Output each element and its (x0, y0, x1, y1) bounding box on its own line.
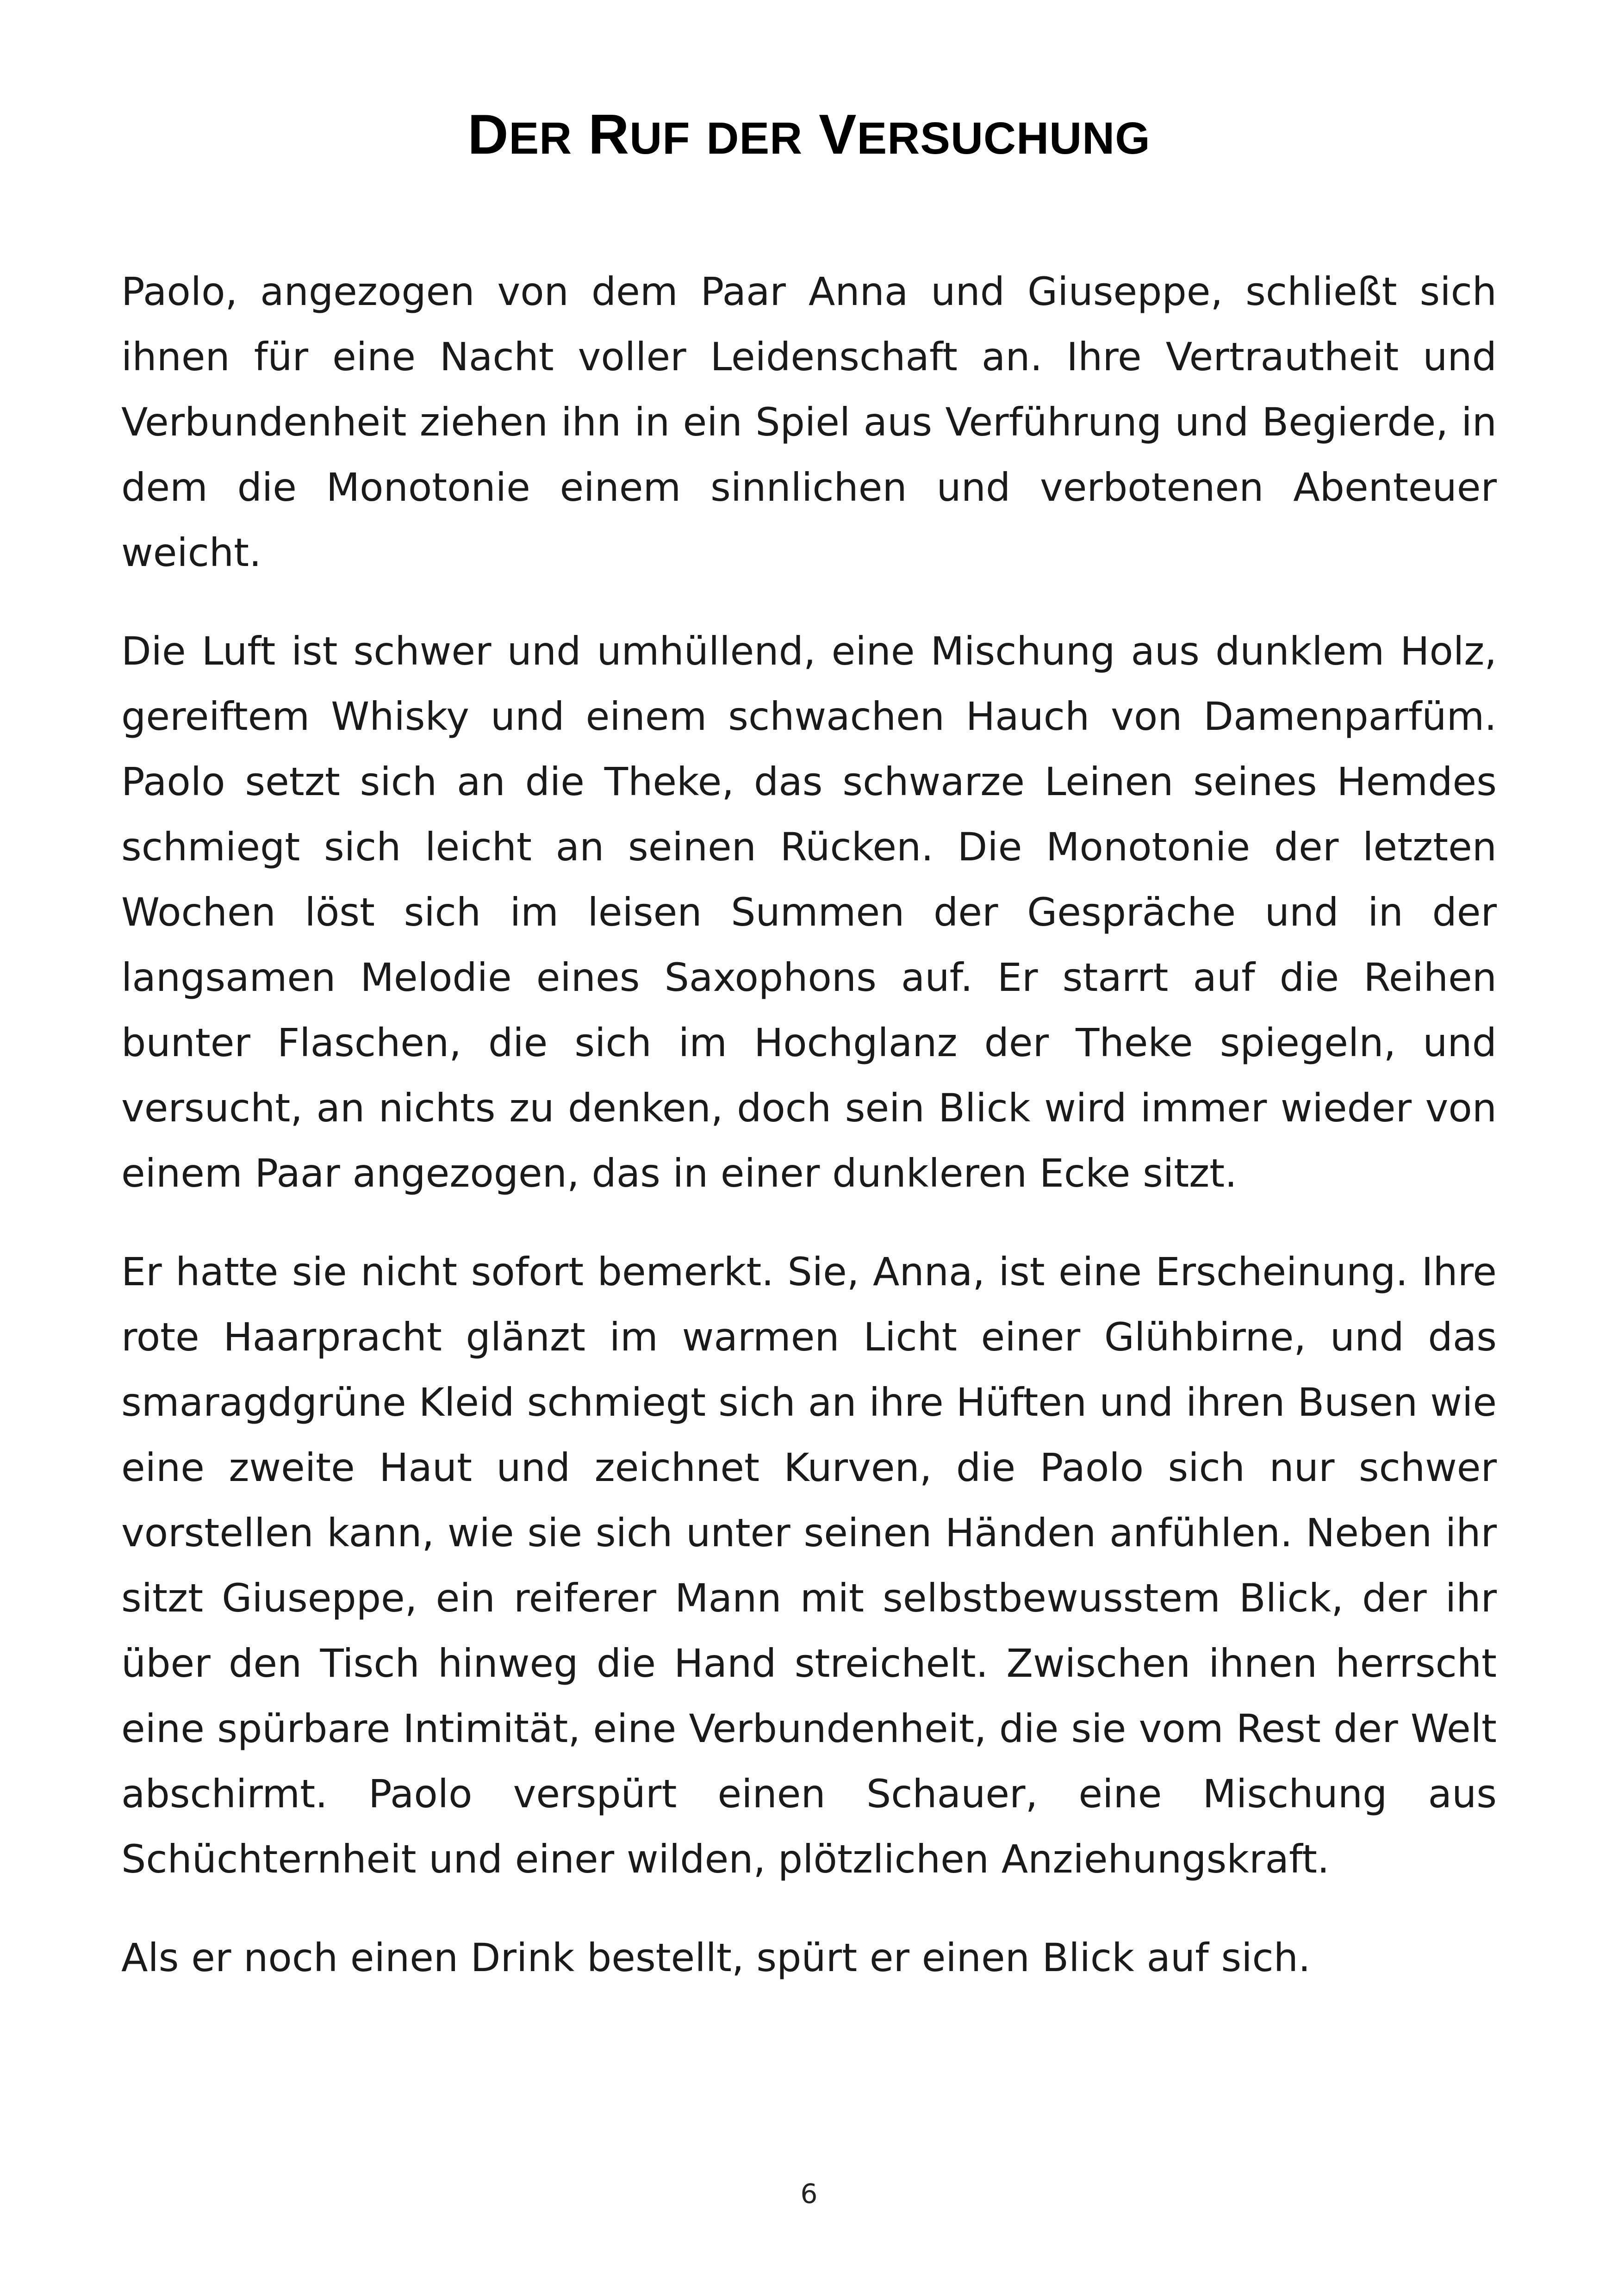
title-word-versuchung-initial: V (819, 103, 857, 166)
paragraph: Er hatte sie nicht sofort bemerkt. Sie, Anna, ist eine Erscheinung. Ihre rote Haarpracht glänzt im warmen Licht einer Glühbirne, und das smaragdgrüne Kleid schmiegt sich an ihre Hüften und ihren Busen wie eine zweite Haut und zeichnet Kurven, die Paolo sich nur schwer vorstellen kann, wie sie sich unter seinen Händen anfühlen. Neben ihr sitzt Giuseppe, ein reiferer Mann mit selbstbewusstem Blick, der ihr über den Tisch hinweg die Hand streichelt. Zwischen ihnen herrscht eine spürbare Intimität, eine Verbundenheit, die sie vom Rest der Welt abschirmt. Paolo verspürt einen Schauer, eine Mischung aus Schüchternheit und einer wilden, plötzlichen Anziehungskraft. (121, 1249, 1497, 1882)
title-word-der-rest: ER (509, 113, 573, 163)
paragraph: Als er noch einen Drink bestellt, spürt er einen Blick auf sich. (121, 1935, 1311, 1980)
title-word-der: DER (706, 113, 803, 163)
title-word-versuchung-rest: ERSUCHUNG (857, 113, 1151, 163)
title-word-der-initial: D (467, 103, 509, 166)
body-text (121, 259, 1497, 2024)
paragraph: Die Luft ist schwer und umhüllend, eine Mischung aus dunklem Holz, gereiftem Whisky und einem schwachen Hauch von Damenparfüm. Paolo setzt sich an die Theke, das schwarze Leinen seines Hemdes schmiegt sich leicht an seinen Rücken. Die Monotonie der letzten Wochen löst sich im leisen Summen der Gespräche und in der langsamen Melodie eines Saxophons auf. Er starrt auf die Reihen bunter Flaschen, die sich im Hochglanz der Theke spiegeln, und versucht, an nichts zu denken, doch sein Blick wird immer wieder von einem Paar angezogen, das in einer dunkleren Ecke sitzt. (121, 628, 1497, 1196)
chapter-title (0, 95, 1618, 178)
page-number: 6 (800, 2178, 818, 2209)
paragraph: Paolo, angezogen von dem Paar Anna und Giuseppe, schließt sich ihnen für eine Nacht voller Leidenschaft an. Ihre Vertrautheit und Verbundenheit ziehen ihn in ein Spiel aus Verführung und Begierde, in dem die Monotonie einem sinnlichen und verbotenen Abenteuer weicht. (121, 269, 1497, 575)
title-word-ruf-initial: R (588, 103, 630, 166)
title-word-ruf-rest: UF (629, 113, 691, 163)
